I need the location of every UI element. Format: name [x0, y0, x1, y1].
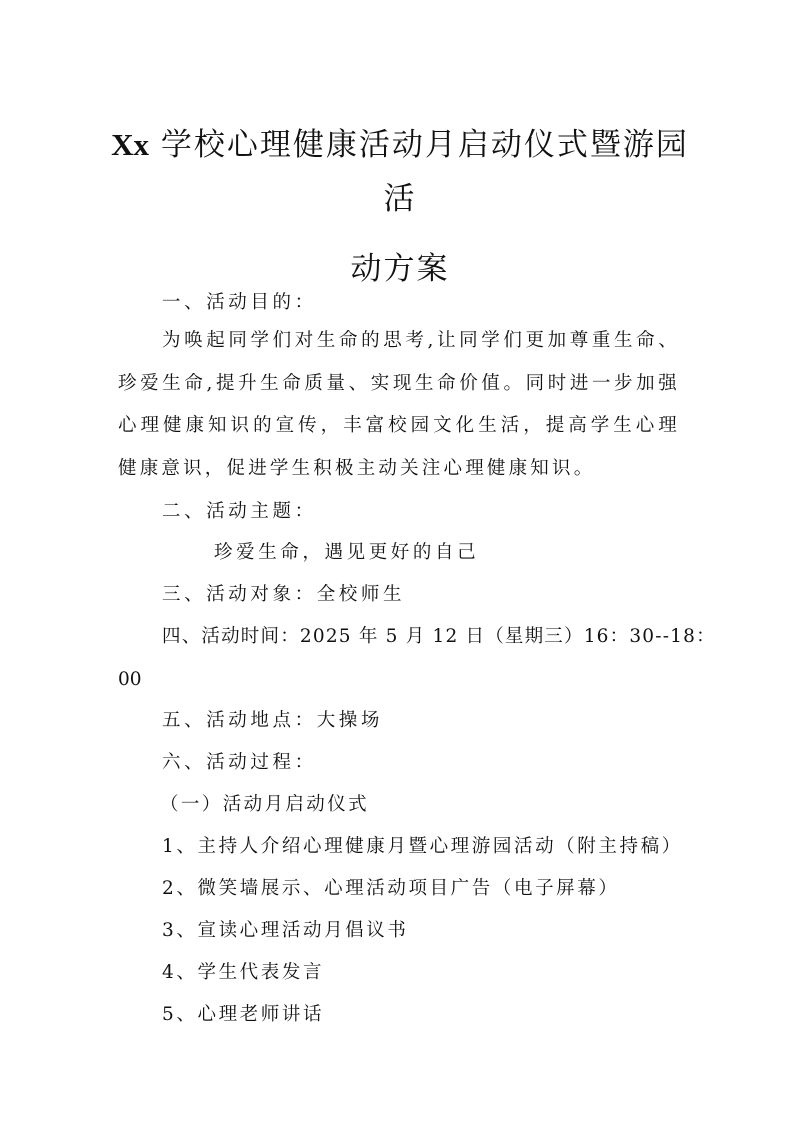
process-item-4: 4、学生代表发言	[162, 962, 325, 983]
title-lead: Xx	[111, 127, 150, 162]
title-line-2: 动方案	[350, 251, 450, 287]
section-3-audience: 三、活动对象：全校师生	[162, 584, 406, 605]
section-6-subheading: （一）活动月启动仪式	[160, 794, 370, 815]
process-item-1: 1、主持人介绍心理健康月暨心理游园活动（附主持稿）	[162, 836, 683, 857]
title-line-1-text: 学校心理健康活动月启动仪式暨游园活	[149, 127, 689, 217]
document-title	[100, 118, 700, 296]
section-5-location: 五、活动地点：大操场	[162, 710, 384, 731]
process-item-2: 2、微笑墙展示、心理活动项目广告（电子屏幕）	[162, 878, 620, 899]
section-6-heading: 六、活动过程：	[162, 752, 317, 773]
section-2-heading: 二、活动主题：	[162, 501, 317, 522]
process-item-3: 3、宣读心理活动月倡议书	[162, 920, 409, 941]
section-4-time-line-2: 00	[118, 669, 142, 690]
section-2-theme: 珍爱生命，遇见更好的自己	[214, 542, 480, 563]
title-line-1	[100, 118, 700, 226]
section-1-heading: 一、活动目的：	[162, 292, 317, 313]
process-item-5: 5、心理老师讲话	[162, 1004, 325, 1025]
section-1-body: 为唤起同学们对生命的思考,让同学们更加尊重生命、珍爱生命,提升生命质量、实现生命价值。同时进一步加强心理健康知识的宣传，丰富校园文化生活，提高学生心理健康意识，促进学生积极主动关注心理健康知识。	[118, 330, 680, 479]
section-4-time-line-1: 四、活动时间：2025 年 5 月 12 日（星期三）16：30--18：	[162, 626, 716, 647]
